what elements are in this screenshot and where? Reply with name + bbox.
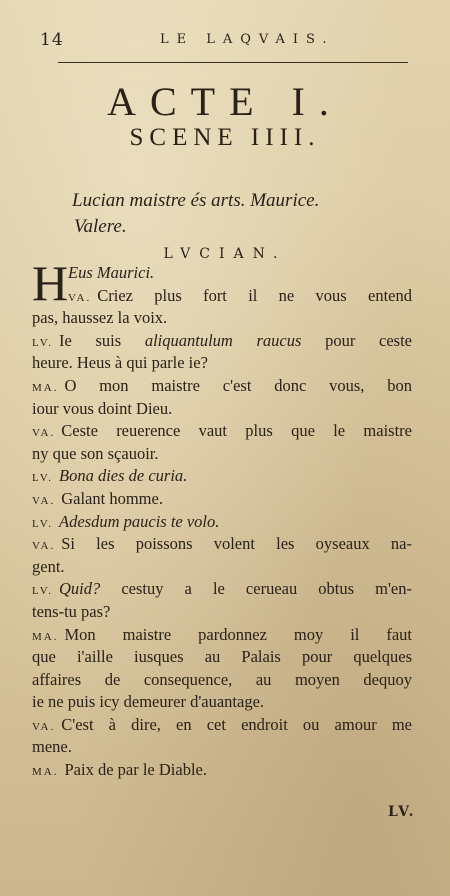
cast-line: Valere.	[74, 216, 127, 237]
running-title: LE LAQVAIS.	[160, 32, 335, 47]
dialogue-text	[32, 262, 412, 782]
line-text: affaires de consequence, au moyen dequoy	[32, 669, 412, 689]
speaker-label: LV.	[32, 585, 53, 598]
speaker-label: LV.	[32, 472, 53, 485]
line-text: Paix de par le Diable.	[64, 760, 207, 780]
speaker-label: VA.	[32, 427, 56, 440]
line-text: mene.	[32, 737, 72, 757]
text-line	[32, 714, 412, 737]
text-line	[32, 578, 412, 601]
text-line	[32, 375, 412, 398]
text-line	[32, 646, 412, 669]
speaker-label: VA.	[32, 720, 56, 733]
line-text: iour vous doint Dieu.	[32, 398, 173, 418]
page-number: 14	[40, 30, 64, 50]
text-line	[32, 420, 412, 443]
text-line	[32, 307, 412, 330]
line-text: tens-tu pas?	[32, 601, 111, 621]
line-text: Mon maistre pardonnez moy il faut	[64, 624, 412, 644]
header-rule	[58, 62, 408, 63]
line-text: cestuy a le cerueau obtus m'en-	[100, 579, 412, 599]
drop-cap: H	[32, 255, 69, 311]
text-line	[32, 443, 412, 466]
line-text: gent.	[32, 556, 65, 576]
speaker-label: MA.	[32, 381, 59, 394]
line-text: Ceste reuerence vaut plus que le maistre	[61, 421, 412, 441]
text-line	[32, 262, 412, 285]
line-text: heure. Heus à qui parle ie?	[32, 353, 208, 373]
speaker-heading: LVCIAN.	[163, 246, 287, 262]
line-text: Criez plus fort il ne vous entend	[97, 285, 412, 305]
line-text: Ie suis	[59, 330, 145, 350]
text-line	[32, 352, 412, 375]
line-text: pas, haussez la voix.	[32, 308, 168, 328]
cast-list	[72, 188, 319, 240]
speaker-label: MA.	[32, 766, 59, 779]
text-line	[32, 511, 412, 534]
text-line	[32, 330, 412, 353]
speaker-label: VA.	[32, 494, 56, 507]
line-text: Si les poissons volent les oyseaux na-	[61, 534, 412, 554]
text-line	[32, 533, 412, 556]
text-line	[32, 691, 412, 714]
catchword: LV.	[388, 804, 416, 820]
line-text: Galant homme.	[61, 488, 163, 508]
act-title: ACTE I.	[107, 79, 343, 124]
text-line	[32, 285, 412, 308]
text-line	[32, 624, 412, 647]
line-text: aliquantulum raucus	[144, 330, 302, 350]
text-line	[32, 465, 412, 488]
text-line	[32, 736, 412, 759]
scene-title: SCENE IIII.	[129, 124, 321, 151]
cast-line: Lucian maistre és arts. Maurice.	[72, 190, 320, 211]
line-text: ny que son sçauoir.	[32, 443, 159, 463]
line-text: ie ne puis icy demeurer d'auantage.	[32, 692, 265, 712]
text-line	[32, 759, 412, 782]
line-text: Eus Maurici.	[68, 263, 155, 282]
text-line	[32, 398, 412, 421]
line-text: Quid?	[59, 579, 101, 599]
text-line	[32, 488, 412, 511]
speaker-label: VA.	[32, 540, 56, 553]
line-text: O mon maistre c'est donc vous, bon	[64, 375, 412, 395]
text-line	[32, 669, 412, 692]
speaker-label: VA.	[68, 291, 92, 304]
speaker-label: LV.	[32, 336, 53, 349]
line-text: que i'aille iusques au Palais pour quelques	[32, 647, 412, 667]
line-text: Adesdum paucis te volo.	[59, 511, 220, 531]
line-text: Bona dies de curia.	[59, 466, 188, 486]
text-line	[32, 556, 412, 579]
text-line	[32, 601, 412, 624]
page-header	[0, 30, 450, 50]
speaker-label: LV.	[32, 517, 53, 530]
line-text: pour ceste	[301, 330, 412, 350]
line-text: C'est à dire, en cet endroit ou amour me	[61, 714, 412, 734]
speaker-label: MA.	[32, 630, 59, 643]
